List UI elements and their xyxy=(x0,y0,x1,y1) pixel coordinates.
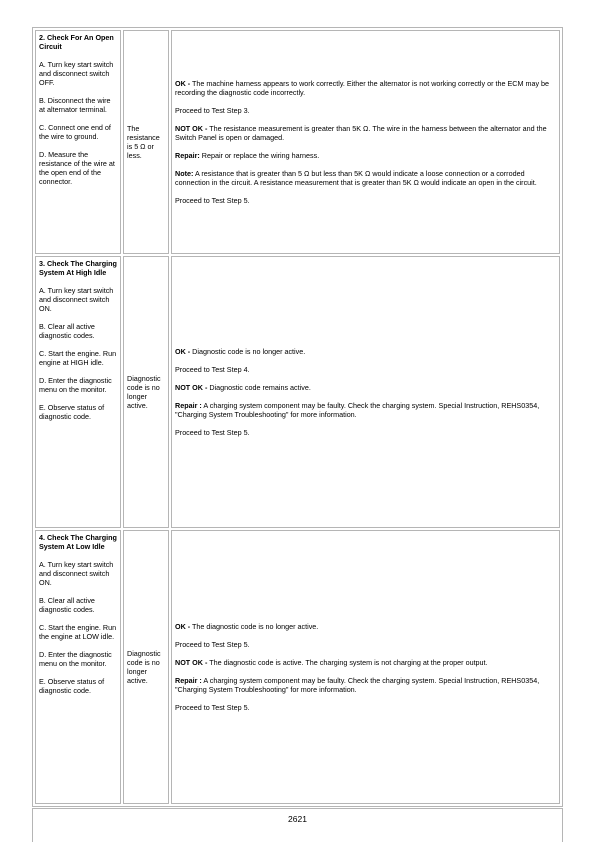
table-row xyxy=(35,30,560,254)
page-number: 2621 xyxy=(288,814,307,824)
step-instruction: C. Connect one end of the wire to ground. xyxy=(39,123,111,141)
troubleshooting-table xyxy=(32,27,563,807)
result-paragraph xyxy=(175,703,556,712)
result-paragraph xyxy=(175,676,556,694)
result-text: A charging system component may be faulty. Check the charging system. Special Instruction, REHS0354, "Charging System Troubleshooting" for more information. xyxy=(175,401,540,419)
step-instruction: A. Turn key start switch and disconnect switch ON. xyxy=(39,286,114,313)
step-instruction: A. Turn key start switch and disconnect switch ON. xyxy=(39,560,114,587)
result-paragraph xyxy=(175,347,556,356)
result-text: Diagnostic code is no longer active. xyxy=(190,347,306,356)
result-text: Diagnostic code remains active. xyxy=(207,383,311,392)
result-paragraph xyxy=(175,196,556,205)
step-instruction: C. Start the engine. Run the engine at LOW idle. xyxy=(39,623,117,641)
results-cell xyxy=(171,530,560,804)
result-label: OK - xyxy=(175,347,191,356)
result-text: The machine harness appears to work correctly. Either the alternator is not working correctly or the ECM may be recording the diagnostic code incorrectly. xyxy=(175,79,550,97)
table-row xyxy=(35,530,560,804)
expected-result: Diagnostic code is no longer active. xyxy=(127,649,161,685)
step-instruction: B. Disconnect the wire at alternator terminal. xyxy=(39,96,111,114)
result-label: OK - xyxy=(175,79,191,88)
result-paragraph xyxy=(175,79,556,97)
result-label: OK - xyxy=(175,622,191,631)
step-title: 4. Check The Charging System At Low Idle xyxy=(39,533,117,551)
results-cell xyxy=(171,256,560,528)
step-instruction: C. Start the engine. Run engine at HIGH idle. xyxy=(39,349,117,367)
result-text: Proceed to Test Step 5. xyxy=(175,640,250,649)
step-title: 2. Check For An Open Circuit xyxy=(39,33,114,51)
step-instruction: D. Measure the resistance of the wire at the open end of the connector. xyxy=(39,150,115,186)
result-paragraph xyxy=(175,622,556,631)
results-cell xyxy=(171,30,560,254)
footer-rule xyxy=(32,808,563,809)
expected-result: The resistance is 5 Ω or less. xyxy=(127,124,160,160)
result-text: Proceed to Test Step 5. xyxy=(175,703,250,712)
result-paragraph xyxy=(175,401,556,419)
test-step-cell xyxy=(35,530,121,804)
result-paragraph xyxy=(175,383,556,392)
step-title: 3. Check The Charging System At High Idle xyxy=(39,259,117,277)
result-paragraph xyxy=(175,124,556,142)
step-instruction: E. Observe status of diagnostic code. xyxy=(39,403,105,421)
result-text: Repair or replace the wiring harness. xyxy=(199,151,320,160)
result-paragraph xyxy=(175,658,556,667)
expected-result-cell xyxy=(123,530,169,804)
table-body xyxy=(35,30,560,804)
result-text: The diagnostic code is no longer active. xyxy=(190,622,319,631)
expected-result-cell xyxy=(123,256,169,528)
table-row xyxy=(35,256,560,528)
step-instruction: B. Clear all active diagnostic codes. xyxy=(39,322,95,340)
result-text: The diagnostic code is active. The charging system is not charging at the proper output. xyxy=(207,658,488,667)
result-paragraph xyxy=(175,169,556,187)
result-paragraph xyxy=(175,428,556,437)
result-label: Note: xyxy=(175,169,194,178)
expected-result-cell xyxy=(123,30,169,254)
result-text: Proceed to Test Step 5. xyxy=(175,428,250,437)
expected-result: Diagnostic code is no longer active. xyxy=(127,374,161,410)
result-label: Repair : xyxy=(175,401,202,410)
step-instruction: A. Turn key start switch and disconnect switch OFF. xyxy=(39,60,114,87)
result-paragraph xyxy=(175,106,556,115)
result-paragraph xyxy=(175,640,556,649)
result-text: A resistance that is greater than 5 Ω but less than 5K Ω would indicate a loose connection or a corroded connection in the circuit. A resistance measurement that is greater than 5K Ω would indicate an open in the circuit. xyxy=(175,169,537,187)
step-instruction: D. Enter the diagnostic menu on the monitor. xyxy=(39,650,112,668)
result-text: Proceed to Test Step 4. xyxy=(175,365,250,374)
result-text: Proceed to Test Step 3. xyxy=(175,106,250,115)
result-label: Repair: xyxy=(175,151,200,160)
test-step-cell xyxy=(35,256,121,528)
result-label: Repair : xyxy=(175,676,202,685)
step-instruction: D. Enter the diagnostic menu on the monitor. xyxy=(39,376,112,394)
result-paragraph xyxy=(175,151,556,160)
result-paragraph xyxy=(175,365,556,374)
result-label: NOT OK - xyxy=(175,383,208,392)
step-instruction: E. Observe status of diagnostic code. xyxy=(39,677,105,695)
result-text: A charging system component may be faulty. Check the charging system. Special Instruction, REHS0354, "Charging System Troubleshooting" for more information. xyxy=(175,676,540,694)
result-label: NOT OK - xyxy=(175,658,208,667)
result-label: NOT OK - xyxy=(175,124,208,133)
step-instruction: B. Clear all active diagnostic codes. xyxy=(39,596,95,614)
result-text: Proceed to Test Step 5. xyxy=(175,196,250,205)
test-step-cell xyxy=(35,30,121,254)
result-text: The resistance measurement is greater than 5K Ω. The wire in the harness between the alternator and the Switch Panel is open or damaged. xyxy=(175,124,547,142)
